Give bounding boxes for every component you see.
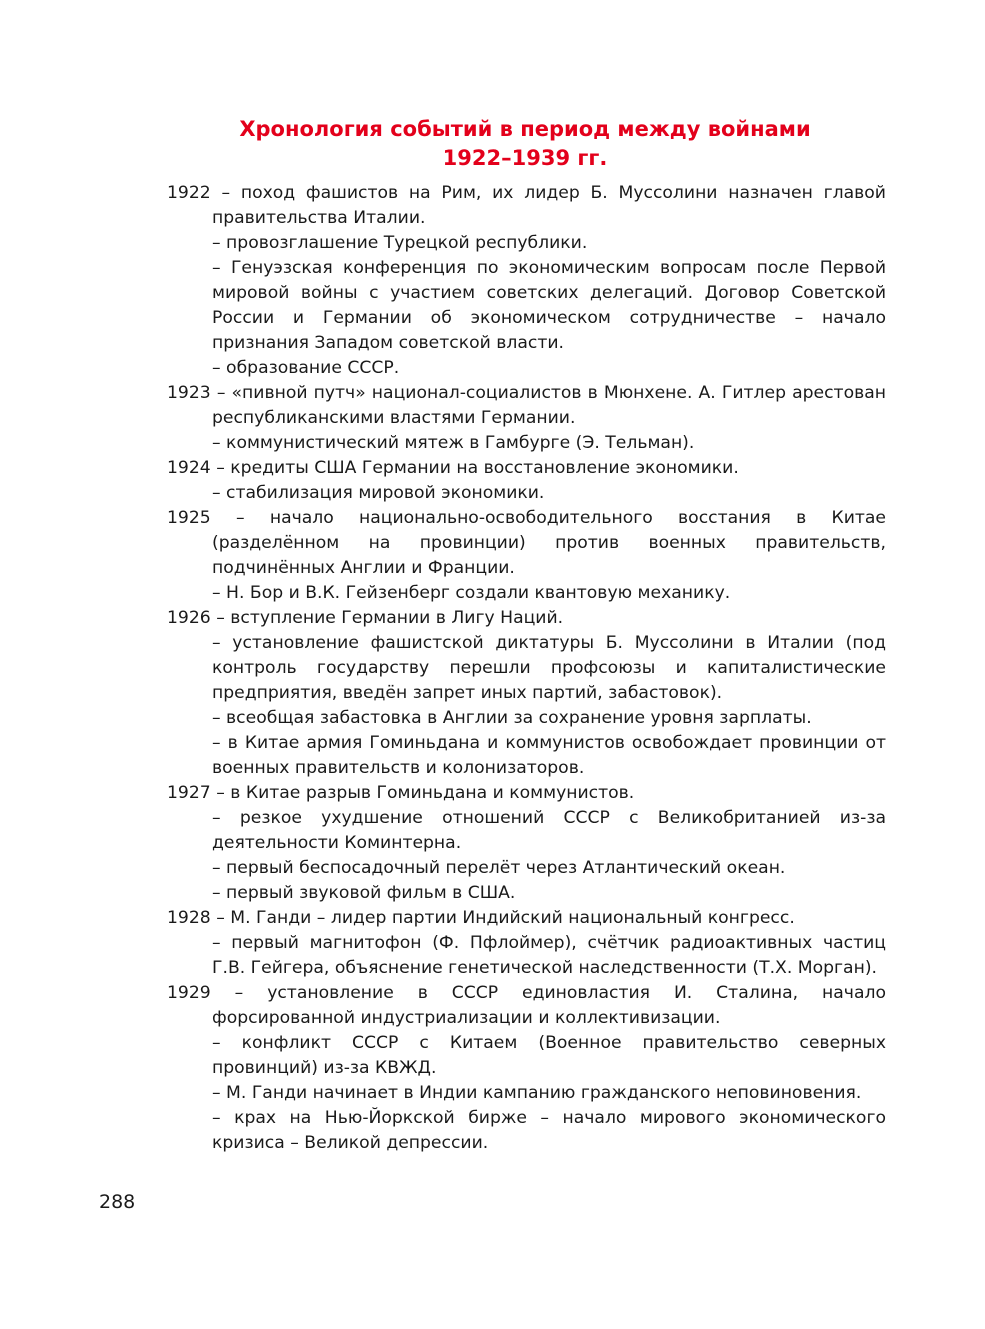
- entry-event: – образование СССР.: [212, 358, 400, 378]
- entry-event: – первый магнитофон (Ф. Пфлоймер), счётчик радиоактивных частиц Г.В. Гейгера, объяснение генетической наследственности (Т.Х. Морган).: [212, 933, 886, 978]
- entry-text: начало национально-освободительного восстания в Китае (разделённом на провинции) против военных правительств, подчинённых Англии и Франции.: [212, 508, 886, 578]
- page-number: 288: [99, 1191, 136, 1213]
- entry-event: – коммунистический мятеж в Гамбурге (Э. Тельман).: [212, 433, 695, 453]
- entry-event: – М. Ганди начинает в Индии кампанию гражданского неповиновения.: [212, 1083, 862, 1103]
- entry-event: – Генуэзская конференция по экономическим вопросам после Первой мировой войны с участием советских делегаций. Договор Советской России и Германии об экономическом сотрудничестве – начало признания Западом советской власти.: [212, 258, 886, 353]
- title-line-2: 1922–1939 гг.: [442, 146, 608, 170]
- entry-event: – Н. Бор и В.К. Гейзенберг создали квантовую механику.: [212, 583, 731, 603]
- entry-year: 1924: [167, 458, 211, 478]
- title-line-1: Хронология событий в период между войнами: [239, 117, 811, 141]
- entry-year: 1926: [167, 608, 211, 628]
- entry-text: вступление Германии в Лигу Наций.: [230, 608, 564, 628]
- entry-event: – конфликт СССР с Китаем (Военное правительство северных провинций) из-за КВЖД.: [212, 1033, 886, 1078]
- entry-event: – в Китае армия Гоминьдана и коммунистов освобождает провинции от военных правительств и колонизаторов.: [212, 733, 886, 778]
- chronology-entry-1925: 1925 – начало национально-освободительного восстания в Китае (разделённом на провинции) против военных правительств, подчинённых Англии и Франции.: [167, 508, 886, 578]
- chronology-entry-1922: 1922 – поход фашистов на Рим, их лидер Б. Муссолини назначен главой правительства Италии.: [167, 183, 886, 228]
- entry-text: М. Ганди – лидер партии Индийский национальный конгресс.: [230, 908, 795, 928]
- entry-year: 1929: [167, 983, 211, 1003]
- entry-event: – стабилизация мировой экономики.: [212, 483, 545, 503]
- entry-event: – крах на Нью-Йоркской бирже – начало мирового экономического кризиса – Великой депрессии.: [212, 1108, 886, 1153]
- entry-year: 1923: [167, 383, 211, 403]
- page-title: [165, 115, 885, 173]
- entry-text: установление в СССР единовластия И. Сталина, начало форсированной индустриализации и коллективизации.: [212, 983, 886, 1028]
- chronology-entry-1927: 1927 – в Китае разрыв Гоминьдана и коммунистов.: [167, 783, 635, 803]
- entry-event: – первый звуковой фильм в США.: [212, 883, 516, 903]
- entry-text: «пивной путч» национал-социалистов в Мюнхене. А. Гитлер арестован республиканскими властями Германии.: [212, 383, 886, 428]
- chronology-entry-1923: 1923 – «пивной путч» национал-социалистов в Мюнхене. А. Гитлер арестован республиканскими властями Германии.: [167, 383, 886, 428]
- entry-year: 1922: [167, 183, 211, 203]
- chronology-list: [167, 181, 886, 1156]
- entry-text: поход фашистов на Рим, их лидер Б. Муссолини назначен главой правительства Италии.: [212, 183, 886, 228]
- entry-event: – первый беспосадочный перелёт через Атлантический океан.: [212, 858, 786, 878]
- entry-event: – резкое ухудшение отношений СССР с Великобританией из-за деятельности Коминтерна.: [212, 808, 886, 853]
- entry-text: кредиты США Германии на восстановление экономики.: [230, 458, 739, 478]
- entry-year: 1925: [167, 508, 211, 528]
- chronology-entry-1928: 1928 – М. Ганди – лидер партии Индийский национальный конгресс.: [167, 908, 795, 928]
- chronology-entry-1924: 1924 – кредиты США Германии на восстановление экономики.: [167, 458, 739, 478]
- entry-year: 1928: [167, 908, 211, 928]
- chronology-entry-1929: 1929 – установление в СССР единовластия И. Сталина, начало форсированной индустриализации и коллективизации.: [167, 983, 886, 1028]
- entry-year: 1927: [167, 783, 211, 803]
- entry-event: – всеобщая забастовка в Англии за сохранение уровня зарплаты.: [212, 708, 812, 728]
- entry-event: – установление фашистской диктатуры Б. Муссолини в Италии (под контроль государству перешли профсоюзы и капиталистические предприятия, введён запрет иных партий, забастовок).: [212, 633, 886, 703]
- chronology-entry-1926: 1926 – вступление Германии в Лигу Наций.: [167, 608, 564, 628]
- entry-text: в Китае разрыв Гоминьдана и коммунистов.: [230, 783, 635, 803]
- entry-event: – провозглашение Турецкой республики.: [212, 233, 588, 253]
